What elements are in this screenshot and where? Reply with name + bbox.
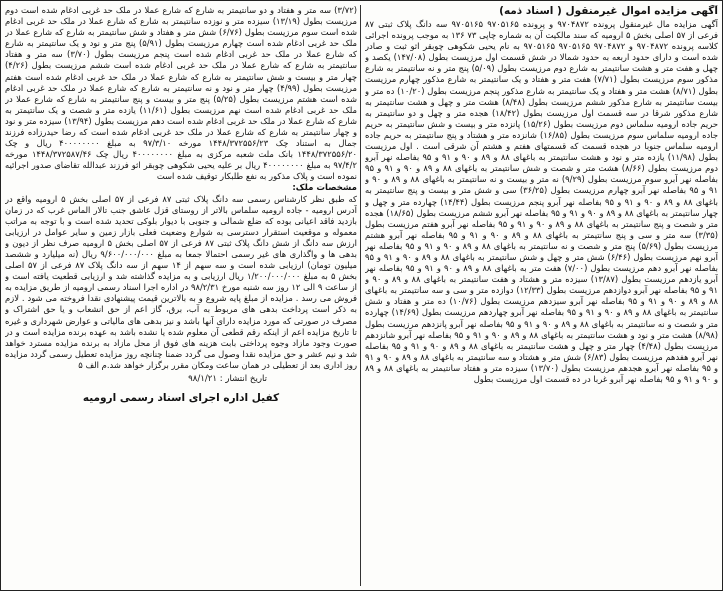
signature: کفیل اداره اجرای اسناد رسمی ارومیه bbox=[82, 392, 280, 404]
notice-title: آگهی مزایده اموال غیرمنقول ( اسناد ذمه) bbox=[499, 5, 718, 17]
publish-date: تاریخ انتشار : ۹۸/۱/۲۱ bbox=[188, 374, 267, 384]
specs-heading: مشخصات ملک: bbox=[292, 182, 357, 193]
notice-body-left: (۳/۷۲) سه متر و هفتاد و دو سانتیمتر به شارع که شارع عملا در ملک حد غربی ادغام شده است دوم مرزیست بطول (۱۳/۱۹) سیزده متر و نوزده سانتیمتر به شارع که شارع عملا در ملک حد غربی ادغام شده است سوم مرزیست بطول (۶/۷۶) شش متر و هفتاد و شش سانتیمتر به شارع که شارع عملا در ملک حد غربی ادغام شده است چهارم مرزیست بطول (۵/۹۱) پنج متر و نود و یک سانتیمتر به شارع که شارع عملا در ملک حد غربی ادغام شده است پنجم مرزیست بطول (۳/۷۰) سه متر و هفتاد سانتیمتر به شارع که شارع عملا در ملک حد غربی ادغام شده است ششم مرزیست بطول (۴/۲۶) چهار متر و بیست و شش سانتیمتر به شارع که شارع عملا در ملک حد غربی ادغام شده است هفتم مرزیست بطول (۴/۹۹) چهار متر و نود و نه سانتیمتر به شارع که شارع عملا در ملک حد غربی ادغام شده است هشتم مرزیست بطول (۵/۲۵) پنج متر و بیست و پنج سانتیمتر به شارع که شارع عملا در ملک حد غربی ادغام شده است نهم مرزیست بطول (۱۱/۶۱) یازده متر و شصت و یک سانتیمتر به شارع که شارع عملا در ملک حد غربی ادغام شده است دهم مرزیست بطول (۱۳/۹۴) سیزده متر و نود و چهار سانتیمتر به شارع که شارع عملا در ملک حد غربی ادغام شده است که رضا حیدرزاده فرزند جمال به استناد چک ۱۴۴۸/۳۷۲۵۵۶/۲۳ مورخه ۹۷/۳/۱۰ به مبلغ ۴۰۰۰۰۰۰۰۰ ریال و چک ۱۴۴۸/۳۷۲۵۵۶/۲۰ بانک ملت شعبه مرکزی به مبلغ ۴۰۰۰۰۰۰۰۰ ریال چک ۱۴۴۸/۳۷۲۵۸۷/۴۶ مورخه ۹۷/۴/۲ به مبلغ ۴۰۰۰۰۰۰۰۰ ریال بر علیه یحیی شکوهی چوبقر اثو فرزند عبدالله تقاضای صدور اجرائیه نموده است و پلاک مذکور به نفع طلبکار توقیف شده است bbox=[5, 5, 357, 182]
specs-text: که طبق نظر کارشناس رسمی سه دانگ پلاک ثبتی ۸۷ فرعی از ۵۷ اصلی بخش ۵ ارومیه واقع در آدرس ارومیه - جاده ارومیه سلماس بالاتر از روستای قزل عاشق جنب تالار الماس غرب که در زمان بازدید فاقد اعیانی بوده که ضلع شمالی و جنوبی با دیوار بلوکی تحدید شده است و با توجه به مراتب معموله و موقعیت استقرار دسترسی به شوارع وضعیت فعلی بازار زمین و سایر عوامل در ارزیابی ارزش سه دانگ از شش دانگ پلاک ثبتی ۸۷ فرعی از ۵۷ اصلی بخش ۵ ارومیه صرف نظر از دیون و بدهی ها و واگذاری های غیر رسمی احتمالا جمعا به مبلغ ۹/۶۰۰/۰۰۰/۰۰۰ ریال (نه میلیارد و ششصد میلیون تومان) ارزیابی شده است و سه سهم از ۱۴ سهم از سه دانگ پلاک ۸۷ فرعی از ۵۷ اصلی بخش ۵ به مبلغ ۱/۲۰۰/۰۰۰/۰۰۰ ریال ارزیابی و به مزایده گذاشته شد و ارزیابی قطعیت یافته است و از ساعت ۹ الی ۱۲ روز سه شنبه مورخ ۹۸/۲/۳۱ در اداره اجرا اسناد رسمی ارومیه از طریق مزایده به فروش می رسد . مزایده از مبلغ پایه شروع و به بالاترین قیمت پیشنهادی نقدا فروخته می شود . لازم به ذکر است پرداخت بدهی های مربوط به آب، برق، گاز اعم از حق انشعاب و یا حق اشتراک و مصرف در صورتی که مورد مزایده دارای آنها باشد و نیز بدهی های مالیاتی و عوارض شهرداری و غیره تا تاریخ مزایده اعم از اینکه رقم قطعی آن معلوم شده یا نشده باشد به عهده برنده مزایده است و در صورت وجود مازاد وجوه پرداختی بابت هزینه های فوق از محل مازاد به برنده مزایده مسترد خواهد شد و نیم عشر و حق مزایده نقدا وصول می گردد ضمنا چنانچه روز مزایده تعطیل رسمی گردد مزایده روز اداری بعد از تعطیلی در همان ساعت ومکان مقرر برگزار خواهد شد.م الف ۵ bbox=[5, 193, 357, 370]
left-column bbox=[5, 5, 357, 586]
notice-body-right: آگهی مزایده مال غیرمنقول پرونده ۹۷۰۴۸۷۲ و پرونده ۹۷۰۵۱۶۵ ۹۷۰۵۱۶۵ سه دانگ پلاک ثبتی ۸۷ فرعی از ۵۷ اصلی بخش ۵ ارومیه که سند مالکیت آن به شماره چاپی ۷۳ ۱۳۶ به موجب پرونده اجرائی کلاسه پرونده ۹۷۰۴۸۷۲ و ۹۷۰۴۸۷۲ ۹۷۰۵۱۶۵ ۹۷۰۵۱۶۵ به نام یحیی شکوهی چوبقر اثو ثبت و صادر شده است و دارای حدود اربعه به حدود شمالا در شش قسمت اول مرزیست بطول (۱۴۷/۰۸) یکصد و چهل و هفت متر و هشت سانتیمتر به شارع دوم مرزیست بطول (۵/۰۹) پنج متر و نه سانتیمتر به شارع مذکور سوم مرزیست بطول (۷/۷۱) هفت متر و هفتاد و یک سانتیمتر به شارع مذکور چهارم مرزیست بطول (۸/۷۱) هشت متر و هفتاد و یک سانتیمتر به شارع مذکور پنجم مرزیست بطول (۱۰/۲۰) ده متر و بیست سانتیمتر به شارع مذکور ششم مرزیست بطول (۸/۴۸) هشت متر و چهل و هشت سانتیمتر به شارع مذکور شرقا در سه قسمت اول مرزیست بطول (۱۸/۴۲) هجده متر و چهل و دو سانتیمتر به حریم جاده ارومیه سلماس دوم مرزیست بطول (۱۵/۲۶) پانزده متر و بیست و شش سانتیمتر به حریم جاده ارومیه سلماس سوم مرزیست بطول (۱۶/۸۵) شانزده متر و هشتاد و پنج سانتیمتر به حریم جاده ارومیه سلماس جنوبا در هجده قسمت که قسمتهای هفتم و هشتم آن شرقی است . اول مرزیست بطول (۱۱/۹۸) یازده متر و نود و هشت سانتیمتر به باغهای ۸۸ و ۸۹ و ۹۰ و ۹۱ و ۹۵ بفاصله نهر آبرو دوم مرزیست بطول (۸/۶۶) هشت متر و شصت و شش سانتیمتر به باغهای ۸۸ و ۸۹ و ۹۰ و ۹۱ و ۹۵ بفاصله نهر آبرو سوم مرزیست بطول (۹/۲۹) نه متر و بیست و نه سانتیمتر به باغهای ۸۸ و ۸۹ و ۹۰ و ۹۱ و ۹۵ بفاصله نهر آبرو چهارم مرزیست بطول (۳۶/۲۵) سی و شش متر و بیست و پنج سانتیمتر به باغهای ۸۸ و ۸۹ و ۹۰ و ۹۱ و ۹۵ بفاصله نهر آبرو پنجم مرزیست بطول (۱۴/۴۴) چهارده متر و چهل و چهار سانتیمتر به باغهای ۸۸ و ۸۹ و ۹۰ و ۹۱ و ۹۵ بفاصله نهر آبرو ششم مرزیست بطول (۱۸/۶۵) هجده متر و شصت و پنج سانتیمتر به باغهای ۸۸ و ۸۹ و ۹۰ و ۹۱ و ۹۵ بفاصله نهر آبرو هفتم مرزیست بطول (۳/۳۵) سه متر و سی و پنج سانتیمتر به باغهای ۸۸ و ۸۹ و ۹۰ و ۹۱ و ۹۵ بفاصله نهر آبرو هشتم مرزیست بطول (۵/۶۹) پنج متر و شصت و نه سانتیمتر به باغهای ۸۸ و ۸۹ و ۹۰ و ۹۱ و ۹۵ بفاصله نهر آبرو نهم مرزیست بطول (۶/۴۶) شش متر و چهل و شش سانتیمتر به باغهای ۸۸ و ۸۹ و ۹۰ و ۹۱ و ۹۵ بفاصله نهر آبرو دهم مرزیست بطول (۷/۰۰) هفت متر به باغهای ۸۸ و ۸۹ و ۹۰ و ۹۱ و ۹۵ بفاصله نهر آبرو یازدهم مرزیست بطول (۱۳/۸۷) سیزده متر و هشتاد و هفت سانتیمتر به باغهای ۸۸ و ۸۹ و ۹۰ و ۹۱ و ۹۵ بفاصله نهر آبرو دوازدهم مرزیست بطول (۱۲/۳۳) دوازده متر و سی و سه سانتیمتر به باغهای ۸۸ و ۸۹ و ۹۰ و ۹۱ و ۹۵ بفاصله نهر آبرو سیزدهم مرزیست بطول (۱۰/۷۶) ده متر و هفتاد و شش سانتیمتر به باغهای ۸۸ و ۸۹ و ۹۰ و ۹۱ و ۹۵ بفاصله نهر آبرو چهاردهم مرزیست بطول (۱۴/۶۹) چهارده متر و شصت و نه سانتیمتر به باغهای ۸۸ و ۸۹ و ۹۰ و ۹۱ و ۹۵ بفاصله نهر آبرو پانزدهم مرزیست بطول (۸/۹۸) هشت متر و نود و هشت سانتیمتر به باغهای ۸۸ و ۸۹ و ۹۰ و ۹۱ و ۹۵ بفاصله نهر آبرو شانزدهم مرزیست بطول (۴/۴۸) چهار متر و چهل و هشت سانتیمتر به باغهای ۸۸ و ۸۹ و ۹۰ و ۹۱ و ۹۵ بفاصله نهر آبرو هفدهم مرزیست بطول (۶/۸۳) شش متر و هشتاد و سه سانتیمتر به باغهای ۸۸ و ۸۹ و ۹۰ و ۹۱ و ۹۵ بفاصله نهر آبرو هجدهم مرزیست بطول (۱۳/۷۰) سیزده متر و هفتاد سانتیمتر به باغهای ۸۸ و ۸۹ و ۹۰ و ۹۱ و ۹۵ بفاصله نهر آبرو غربا در ده قسمت اول مرزیست بطول bbox=[365, 19, 718, 384]
column-divider bbox=[360, 5, 361, 586]
right-column bbox=[365, 5, 718, 586]
